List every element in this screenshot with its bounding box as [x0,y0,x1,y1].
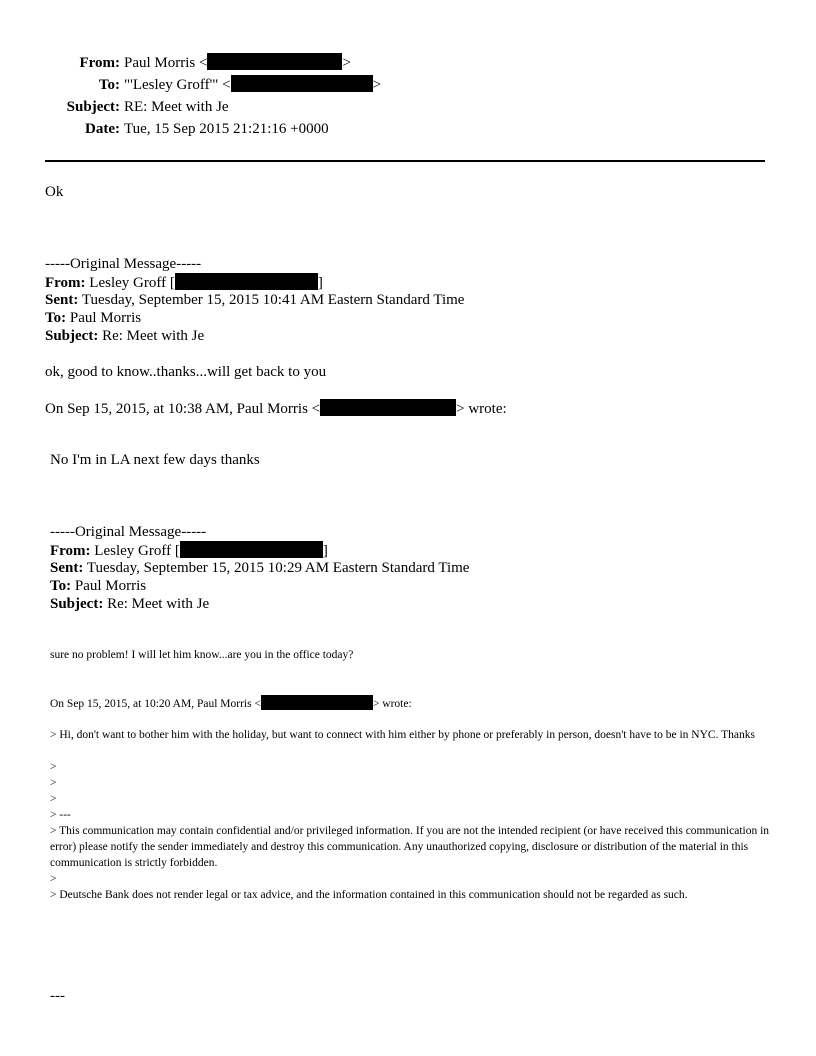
orig2-sent-value: Tuesday, September 15, 2015 10:29 AM Eastern Standard Time [86,560,470,576]
quoted-line: > [50,873,57,885]
orig1-quote-intro-post: > wrote: [456,401,507,417]
orig2-to [50,577,146,595]
original-message-separator: -----Original Message----- [45,256,202,272]
redaction-box [320,399,456,416]
orig2-quote-intro-pre: On Sep 15, 2015, at 10:20 AM, Paul Morris < [50,698,261,710]
date-label: Date: [85,121,120,137]
orig1-to-value: Paul Morris [69,310,142,326]
quoted-line: > [50,777,57,789]
subject-value: RE: Meet with Je [124,99,229,115]
orig1-sent-label: Sent: [45,292,79,308]
email-header [0,52,816,142]
from-label: From: [79,55,120,71]
quoted1-body: No I'm in LA next few days thanks [50,452,260,468]
to-value [124,74,381,96]
quoted-line: > [50,793,57,805]
orig1-quote-intro-pre: On Sep 15, 2015, at 10:38 AM, Paul Morris < [45,401,321,417]
redaction-box [180,541,323,558]
reply-body: Ok [45,184,64,200]
orig2-from-label: From: [50,543,91,559]
orig1-to [45,309,141,327]
orig2-subject-value: Re: Meet with Je [107,596,210,612]
orig2-subject [50,595,209,613]
orig1-sent-value: Tuesday, September 15, 2015 10:41 AM Eastern Standard Time [81,292,465,308]
orig1-body: ok, good to know..thanks...will get back to you [45,364,327,380]
from-value [124,52,351,74]
orig1-from-label: From: [45,275,86,291]
quoted-line: > --- [50,809,71,821]
redaction-box [207,53,342,70]
redaction-box [175,273,318,290]
orig1-subject-value: Re: Meet with Je [102,328,205,344]
to-close: > [372,77,382,93]
orig1-from-value: Lesley Groff [ [89,275,175,291]
orig2-from-close: ] [322,543,328,559]
redaction-box [261,695,373,710]
to-label: To: [98,77,120,93]
quoted-line: > [50,761,57,773]
redaction-box [231,75,373,92]
from-close: > [342,55,351,71]
orig2-subject-label: Subject: [50,596,104,612]
orig2-quote-intro [50,695,412,712]
orig1-subject [45,327,204,345]
orig1-quote-intro [45,399,507,418]
orig1-subject-label: Subject: [45,328,99,344]
orig1-from [45,273,323,292]
subject-label: Subject: [66,99,120,115]
quoted-line: > Hi, don't want to bother him with the holiday, but want to connect with him either by phone or preferably in person, doesn't have to be in NYC. Thanks [50,729,755,741]
orig2-to-value: Paul Morris [74,578,147,594]
to-name: "'Lesley Groff'" < [124,77,231,93]
orig2-from [50,541,328,560]
orig2-to-label: To: [50,578,72,594]
from-name: Paul Morris < [124,55,208,71]
orig2-quote-intro-post: > wrote: [372,698,412,710]
orig2-sent [50,559,469,577]
orig2-body: sure no problem! I will let him know...are you in the office today? [50,649,354,661]
orig1-from-close: ] [317,275,323,291]
orig2-sent-label: Sent: [50,560,84,576]
header-divider [45,160,765,162]
footer-dashes: --- [50,988,65,1004]
orig1-sent [45,291,464,309]
date-value: Tue, 15 Sep 2015 21:21:16 +0000 [124,121,329,137]
orig2-from-value: Lesley Groff [ [94,543,180,559]
disclaimer: > This communication may contain confidential and/or privileged information. If you are not the intended recipient (or have received this communication in error) please notify the sender immediately and destroy this communication. Any unauthorized copying, disclosure or distribution of the material in this communication is strictly forbidden. [50,825,770,869]
bank-disclaimer: > Deutsche Bank does not render legal or tax advice, and the information contained in this communication should not be regarded as such. [50,889,688,901]
orig1-to-label: To: [45,310,67,326]
original-message-separator: -----Original Message----- [50,524,207,540]
